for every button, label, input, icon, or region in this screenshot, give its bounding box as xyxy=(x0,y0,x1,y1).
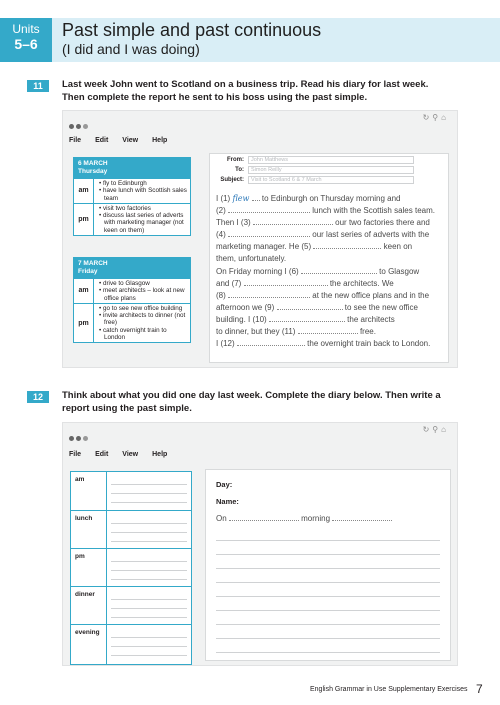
grid-label: pm xyxy=(71,549,107,586)
report-line xyxy=(216,303,418,313)
example-answer: flew xyxy=(232,194,250,203)
write-line[interactable] xyxy=(216,624,440,625)
report-text: I (1) xyxy=(216,194,231,203)
report-text: at the new office plans and in the xyxy=(312,291,430,300)
diary-thursday xyxy=(73,157,191,236)
report-text: to Edinburgh on Thursday morning and xyxy=(261,194,401,203)
window-dot-icon[interactable] xyxy=(69,124,74,129)
diary-label: pm xyxy=(74,204,94,235)
on-label: On xyxy=(216,514,227,523)
report-text: (2) xyxy=(216,206,226,215)
report-text: lunch with the Scottish sales team. xyxy=(312,206,435,215)
day-label: Day: xyxy=(216,480,233,489)
home-icon[interactable]: ⌂ xyxy=(441,425,449,434)
window-dot-icon[interactable] xyxy=(83,124,88,129)
report-text: and (7) xyxy=(216,279,242,288)
menu-view[interactable]: View xyxy=(122,451,139,458)
report-text: (4) xyxy=(216,230,226,239)
name-label: Name: xyxy=(216,497,239,506)
report-text: building. I (10) xyxy=(216,315,267,324)
blank[interactable] xyxy=(298,327,358,334)
report-text: I (12) xyxy=(216,339,235,348)
window-dot-icon[interactable] xyxy=(69,436,74,441)
grid-row-dinner xyxy=(71,586,191,624)
report-line xyxy=(216,315,395,325)
blank[interactable] xyxy=(253,218,333,225)
title-band xyxy=(52,18,500,62)
diary-header xyxy=(74,158,190,178)
blank[interactable] xyxy=(228,291,310,298)
diary-cell xyxy=(94,304,190,342)
page-number: 7 xyxy=(476,682,483,696)
menu-bar xyxy=(69,137,181,144)
exercise-12-instruction xyxy=(62,389,441,415)
app-window-1 xyxy=(62,110,458,368)
write-line[interactable] xyxy=(216,582,440,583)
report-text: afternoon we (9) xyxy=(216,303,275,312)
app-window-2 xyxy=(62,422,458,666)
report-text: to Glasgow xyxy=(379,267,420,276)
to-field[interactable]: Simon Reilly xyxy=(248,166,414,174)
menu-file[interactable]: File xyxy=(69,137,82,144)
diary-item: • fly to Edinburgh xyxy=(99,180,147,187)
report-text: our two factories there and xyxy=(335,218,430,227)
report-line xyxy=(216,291,429,301)
blank[interactable] xyxy=(301,267,377,274)
diary-row-pm xyxy=(74,203,190,235)
diary-item: • visit two factories xyxy=(99,204,151,212)
report-text: free. xyxy=(359,327,376,336)
toolbar-icons xyxy=(423,113,449,122)
blank[interactable] xyxy=(228,206,310,213)
diary-cell xyxy=(94,179,190,203)
diary-friday xyxy=(73,257,191,343)
write-line[interactable] xyxy=(216,610,440,611)
report-text: to dinner, but they (11) xyxy=(216,327,296,336)
report-line xyxy=(216,230,429,240)
blank[interactable] xyxy=(228,230,310,237)
from-field[interactable]: John Matthews xyxy=(248,156,414,164)
report-text: Then I (3) xyxy=(216,218,251,227)
grid-label: am xyxy=(71,472,107,510)
report-text: to see the new office xyxy=(344,303,418,312)
report-line xyxy=(216,206,435,216)
window-controls[interactable] xyxy=(69,116,90,134)
grid-label: dinner xyxy=(71,587,107,624)
grid-write-area[interactable] xyxy=(107,511,191,548)
diary-item: • discuss last series of adverts with marketing manager (not keen on them) xyxy=(99,212,184,234)
units-number: 5–6 xyxy=(14,36,38,52)
diary-label: am xyxy=(74,279,94,303)
diary-item: • catch overnight train to London xyxy=(99,326,167,342)
window-dot-icon[interactable] xyxy=(76,436,81,441)
blank[interactable] xyxy=(244,279,328,286)
diary-date: 7 MARCH xyxy=(78,260,108,267)
morning-label: morning xyxy=(301,514,331,523)
diary-row-am xyxy=(74,178,190,203)
diary-day: Friday xyxy=(78,268,98,275)
report-line xyxy=(216,339,430,349)
write-line[interactable] xyxy=(216,652,440,653)
diary-item: • invite architects to dinner (not free) xyxy=(99,312,186,327)
grid-write-area[interactable] xyxy=(107,587,191,624)
grid-label: evening xyxy=(71,625,107,664)
menu-help[interactable]: Help xyxy=(152,451,168,458)
search-icon[interactable]: ⚲ xyxy=(432,113,442,122)
units-label: Units xyxy=(12,22,40,36)
subject-field[interactable]: Visit to Scotland 6 & 7 March xyxy=(248,176,414,184)
grid-row-am xyxy=(71,472,191,510)
grid-row-lunch xyxy=(71,510,191,548)
write-line[interactable] xyxy=(216,540,440,541)
write-line[interactable] xyxy=(216,568,440,569)
toolbar-icons xyxy=(423,425,449,434)
menu-file[interactable]: File xyxy=(69,451,82,458)
report-text: On Friday morning I (6) xyxy=(216,267,299,276)
report-line: them, unfortunately. xyxy=(216,254,287,263)
from-label: From: xyxy=(227,157,244,163)
blank[interactable] xyxy=(237,339,305,346)
write-line[interactable] xyxy=(216,638,440,639)
diary-label: pm xyxy=(74,304,94,342)
grid-write-area[interactable] xyxy=(107,472,191,510)
report-line xyxy=(216,327,376,337)
instruction-line: report using the past simple. xyxy=(62,403,192,414)
report-text: the architects xyxy=(347,315,395,324)
diary-item: • meet architects – look at new office plans xyxy=(99,287,185,302)
report-line xyxy=(216,267,419,277)
diary-label: am xyxy=(74,179,94,203)
window-titlebar xyxy=(63,423,457,439)
exercise-11-number: 11 xyxy=(27,80,49,92)
footer-book-title: English Grammar in Use Supplementary Exercises xyxy=(310,686,468,693)
window-titlebar xyxy=(63,111,457,127)
menu-help[interactable]: Help xyxy=(152,137,168,144)
write-line[interactable] xyxy=(216,554,440,555)
diary-item: • have lunch with Scottish sales team xyxy=(99,187,187,202)
window-dot-icon[interactable] xyxy=(76,124,81,129)
diary-day: Thursday xyxy=(78,168,108,175)
report-line xyxy=(216,279,394,289)
report-writing-panel xyxy=(205,469,451,661)
window-controls[interactable] xyxy=(69,428,90,446)
report-text: marketing manager. He (5) xyxy=(216,242,312,251)
home-icon[interactable]: ⌂ xyxy=(441,113,449,122)
menu-edit[interactable]: Edit xyxy=(95,451,109,458)
diary-row-am xyxy=(74,278,190,303)
exercise-12-number: 12 xyxy=(27,391,49,403)
diary-item: • drive to Glasgow xyxy=(99,280,150,287)
grid-label: lunch xyxy=(71,511,107,548)
grid-write-area[interactable] xyxy=(107,625,191,664)
blank[interactable] xyxy=(332,514,392,521)
report-text: keen on xyxy=(383,242,413,251)
instruction-line: Then complete the report he sent to his boss using the past simple. xyxy=(62,92,368,103)
menu-view[interactable]: View xyxy=(122,137,139,144)
grid-row-pm xyxy=(71,548,191,586)
window-dot-icon[interactable] xyxy=(83,436,88,441)
report-panel xyxy=(209,153,449,363)
page-subtitle: (I did and I was doing) xyxy=(62,41,200,57)
diary-date: 6 MARCH xyxy=(78,160,108,167)
report-text: (8) xyxy=(216,291,226,300)
diary-header xyxy=(74,258,190,278)
grid-row-evening xyxy=(71,624,191,664)
menu-edit[interactable]: Edit xyxy=(95,137,109,144)
diary-cell xyxy=(94,204,190,235)
blank[interactable] xyxy=(252,194,260,201)
diary-item: • go to see new office building xyxy=(99,304,183,312)
write-line[interactable] xyxy=(216,596,440,597)
units-tab xyxy=(0,18,52,62)
report-line xyxy=(216,242,412,252)
grid-write-area[interactable] xyxy=(107,549,191,586)
report-text: our last series of adverts with the xyxy=(312,230,430,239)
refresh-icon[interactable]: ↻ xyxy=(422,113,433,122)
diary-grid xyxy=(70,471,192,665)
blank[interactable] xyxy=(269,315,345,322)
report-text: the overnight train back to London. xyxy=(307,339,431,348)
report-text: the architects. We xyxy=(329,279,394,288)
menu-bar xyxy=(69,451,181,458)
page-title: Past simple and past continuous xyxy=(62,20,322,40)
report-line xyxy=(216,194,400,204)
report-line xyxy=(216,514,392,524)
exercise-11-instruction xyxy=(62,78,428,104)
diary-row-pm xyxy=(74,303,190,342)
instruction-line: Last week John went to Scotland on a business trip. Read his diary for last week. xyxy=(62,79,429,90)
to-label: To: xyxy=(235,167,244,173)
blank[interactable] xyxy=(313,242,381,249)
refresh-icon[interactable]: ↻ xyxy=(422,425,433,434)
report-line xyxy=(216,218,430,228)
search-icon[interactable]: ⚲ xyxy=(432,425,442,434)
instruction-line: Think about what you did one day last week. Complete the diary below. Then write a xyxy=(62,390,441,401)
diary-cell xyxy=(94,279,190,303)
subject-label: Subject: xyxy=(220,177,244,183)
blank[interactable] xyxy=(229,514,299,521)
blank[interactable] xyxy=(277,303,343,310)
